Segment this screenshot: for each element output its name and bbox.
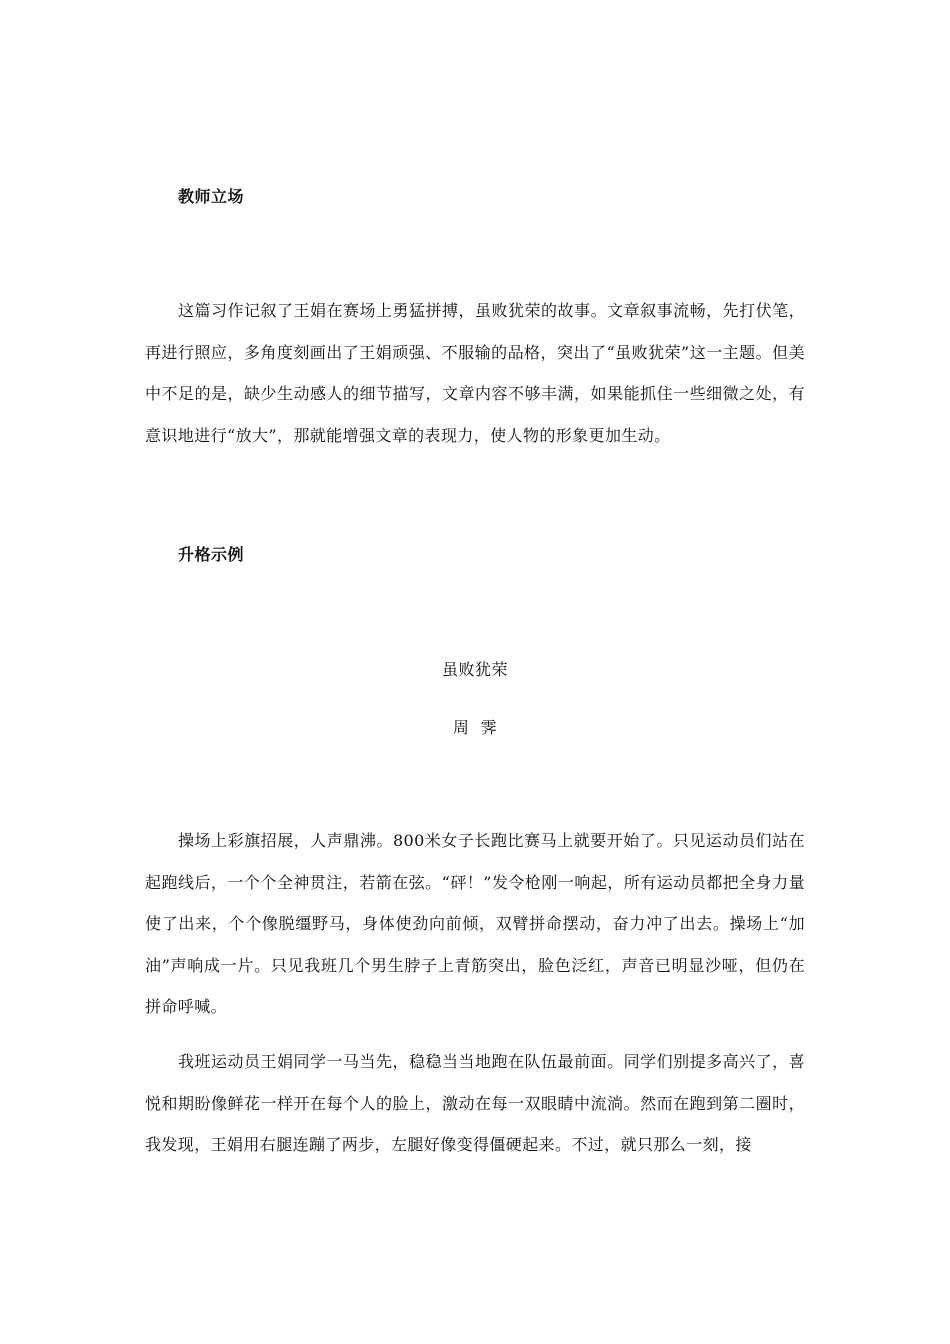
teacher-position-heading: 教师立场 <box>178 187 245 206</box>
essay-author: 周 霁 <box>452 718 498 737</box>
essay-paragraph: 操场上彩旗招展，人声鼎沸。800米女子长跑比赛马上就要开始了。只见运动员们站在起跑线后，一个个全神贯注，若箭在弦。“砰！”发令枪刚一响起，所有运动员都把全身力量使了出来，个个像脱缰野马，身体使劲向前倾，双臂拼命摆动，奋力冲了出去。操场上“加油”声响成一片。只见我班几个男生脖子上青筋突出，脸色泛红，声音已明显沙哑，但仍在拼命呼喊。 <box>145 831 805 1016</box>
upgrade-example-heading: 升格示例 <box>178 545 245 564</box>
teacher-comment-paragraph: 这篇习作记叙了王娟在赛场上勇猛拼搏，虽败犹荣的故事。文章叙事流畅，先打伏笔，再进行照应，多角度刻画出了王娟顽强、不服输的品格，突出了“虽败犹荣”这一主题。但美中不足的是，缺少生动感人的细节描写，文章内容不够丰满，如果能抓住一些细微之处，有意识地进行“放大”，那就能增强文章的表现力，使人物的形象更加生动。 <box>145 301 805 445</box>
essay-title: 虽败犹荣 <box>441 660 508 679</box>
essay-paragraph: 我班运动员王娟同学一马当先，稳稳当当地跑在队伍最前面。同学们别提多高兴了，喜悦和期盼像鲜花一样开在每个人的脸上，激动在每一双眼睛中流淌。然而在跑到第二圈时，我发现，王娟用右腿连蹦了两步，左腿好像变得僵硬起来。不过，就只那么一刻，接 <box>145 1052 805 1154</box>
